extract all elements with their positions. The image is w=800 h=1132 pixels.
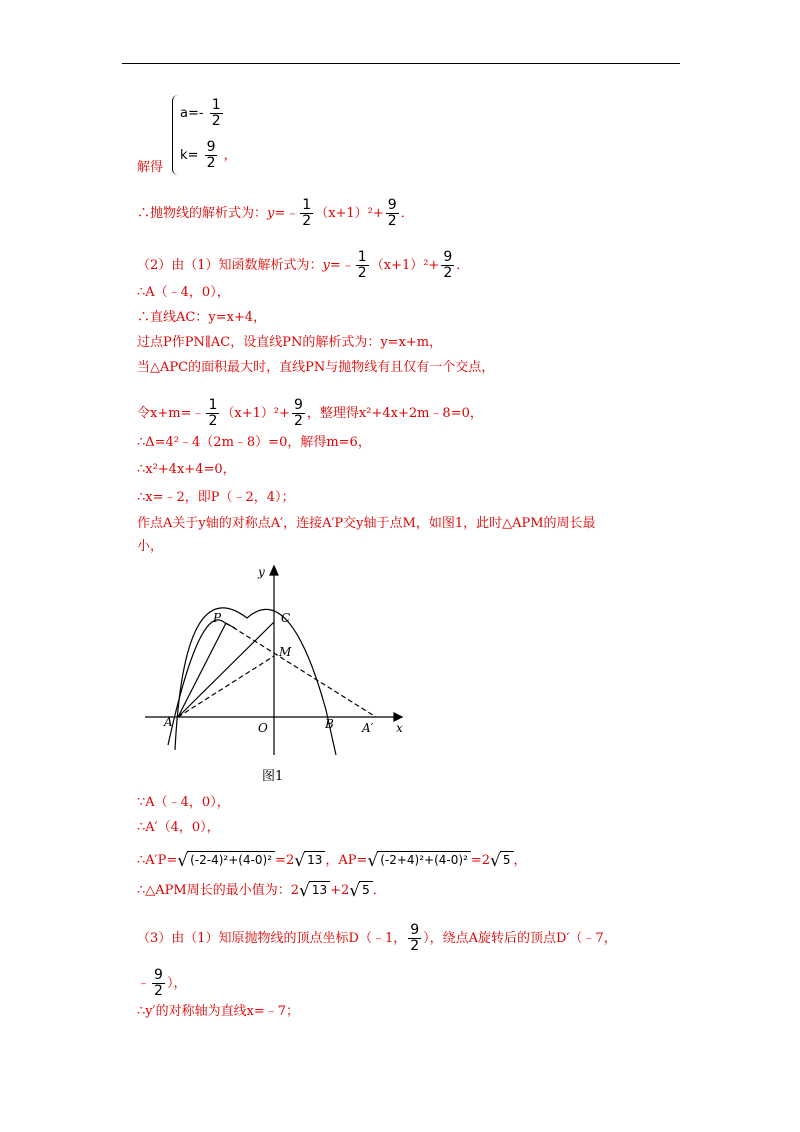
radicand: (-2-4)²+(4-0)²: [187, 851, 275, 868]
den: 2: [154, 983, 163, 999]
line-l5: ∴直线AC：y=x+4，: [137, 310, 267, 325]
text: （x+1）: [370, 258, 424, 273]
text: ∴△APM周长的最小值为：2: [137, 883, 299, 898]
figure-1: [140, 560, 410, 760]
den: 2: [293, 413, 303, 429]
text: ∴抛物线的解析式为：: [137, 206, 268, 221]
line-part2: [137, 250, 469, 281]
radicand: 5: [359, 881, 373, 898]
num: 9: [293, 397, 303, 413]
sqrt-sign: √: [294, 851, 306, 871]
label-C: C: [281, 611, 291, 625]
text: 令x+m=﹣: [137, 406, 205, 421]
fraction: [206, 398, 219, 429]
segment-AC: [178, 622, 274, 717]
text: a=-: [180, 106, 204, 121]
parabola-outer-left: [168, 620, 235, 745]
label-A: A: [164, 715, 173, 729]
text: （3）由（1）知原抛物线的顶点坐标D（﹣1，: [137, 931, 407, 946]
system-eq-k: [180, 140, 237, 171]
line-l7: 当△APC的面积最大时，直线PN与抛物线有且仅有一个交点，: [137, 360, 495, 375]
line-l11: ∴x=﹣2，即P（﹣2，4）；: [137, 490, 295, 505]
den: 2: [302, 213, 312, 229]
den: 2: [443, 265, 453, 281]
line-l19: [137, 968, 186, 999]
den: 2: [387, 213, 397, 229]
num: 1: [357, 249, 367, 265]
segment-AP: [178, 623, 226, 717]
sqrt-sign: √: [177, 851, 189, 871]
fraction: [292, 398, 305, 429]
text: 解得: [137, 160, 164, 175]
label-x: x: [396, 721, 403, 735]
sqrt-sign: √: [349, 881, 361, 901]
text: ²+: [273, 406, 290, 421]
fraction: [300, 198, 313, 229]
x-axis-arrow: [394, 713, 402, 721]
radicand: 13: [304, 851, 325, 868]
num: 9: [206, 139, 216, 155]
fraction: [356, 250, 369, 281]
text: y=﹣: [267, 206, 299, 221]
line-l15: ∴A′（4，0），: [137, 820, 220, 835]
label-y: y: [258, 565, 265, 579]
den: 2: [410, 938, 420, 954]
text: ．: [456, 258, 470, 273]
fraction: [386, 198, 399, 229]
text: ，整理得x²+4x+2m﹣8=0，: [306, 406, 483, 421]
text: y=﹣: [322, 258, 354, 273]
label-O: O: [258, 721, 268, 735]
label-A-prime: A′: [362, 721, 374, 735]
num: 1: [211, 97, 221, 113]
line-l20: ∴y′的对称轴为直线x=﹣7；: [137, 1004, 300, 1019]
text: ²+: [367, 206, 384, 221]
system-eq-a: [180, 98, 225, 129]
text: ），绕点A旋转后的顶点D′（﹣7，: [423, 931, 617, 946]
radicand: 13: [309, 881, 330, 898]
text: （x+1）: [221, 406, 274, 421]
line-l10: ∴x²+4x+4=0，: [137, 462, 236, 477]
radicand: (-2+4)²+(4-0)²: [377, 851, 471, 868]
line-l14: ∵A（﹣4，0），: [137, 795, 230, 810]
parabola-original: [175, 608, 336, 755]
line-l16: [137, 851, 527, 869]
num: 9: [443, 249, 453, 265]
label-P: P: [213, 611, 222, 625]
line-solve: [137, 160, 163, 176]
text: ），: [166, 976, 187, 991]
fraction: [441, 250, 454, 281]
radicand: 5: [500, 851, 514, 868]
num: 9: [387, 197, 397, 213]
line-l8: [137, 398, 483, 429]
fraction: [205, 140, 218, 171]
figure-caption: 图1: [262, 769, 284, 784]
line-l12: 作点A关于y轴的对称点A′，连接A′P交y轴于点M，如图1，此时△APM的周长最: [137, 516, 596, 531]
sqrt-sign: √: [490, 851, 501, 871]
label-B: B: [325, 717, 334, 731]
num: 9: [154, 967, 163, 983]
den: 2: [208, 413, 218, 429]
text: ∴A′P=: [137, 853, 178, 868]
line-l6: 过点P作PN∥AC，设直线PN的解析式为：y=x+m，: [137, 335, 443, 350]
line-l17: [137, 881, 386, 899]
label-M: M: [279, 645, 292, 659]
fraction: [210, 98, 223, 129]
segment-PA-prime: [226, 623, 376, 717]
text: k=: [180, 148, 199, 163]
line-parabola: [137, 198, 414, 229]
text: ，: [513, 853, 527, 868]
text: ﹣: [137, 976, 151, 991]
text: （x+1）: [315, 206, 368, 221]
text: +2: [330, 883, 350, 898]
num: 1: [302, 197, 312, 213]
text: ²+: [423, 258, 440, 273]
line-l9: ∴Δ=4²﹣4（2m﹣8）=0，解得m=6，: [137, 435, 371, 450]
text: =2: [470, 853, 491, 868]
line-l18: [137, 923, 617, 954]
sqrt-sign: √: [367, 851, 379, 871]
den: 2: [357, 265, 367, 281]
num: 9: [410, 922, 420, 938]
text: ，AP=: [325, 853, 368, 868]
text: ．: [372, 883, 386, 898]
line-l13: 小，: [137, 539, 164, 554]
fraction: [152, 968, 165, 999]
text: =2: [275, 853, 295, 868]
den: 2: [211, 113, 221, 129]
segment-AM: [178, 656, 274, 717]
sqrt-sign: √: [299, 881, 310, 901]
fraction: [408, 923, 421, 954]
text: ，: [223, 148, 237, 163]
text: ．: [400, 206, 414, 221]
header-rule: [122, 63, 680, 64]
text: （2）由（1）知函数解析式为：: [137, 258, 323, 273]
den: 2: [206, 155, 216, 171]
line-l4: ∴A（﹣4，0），: [137, 285, 230, 300]
y-axis-arrow: [270, 566, 278, 575]
num: 1: [208, 397, 218, 413]
